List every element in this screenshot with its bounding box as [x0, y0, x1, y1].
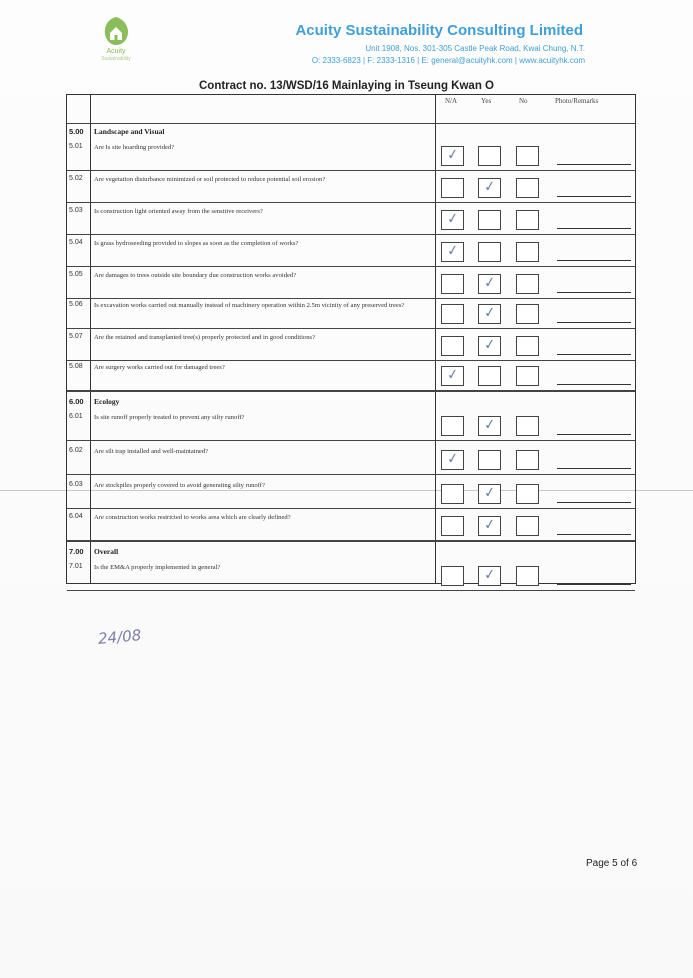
contract-title: Contract no. 13/WSD/16 Mainlaying in Tseung Kwan O	[199, 80, 494, 92]
item-question: Are construction works restricted to works area which are clearly defined?	[94, 514, 291, 521]
section-divider	[67, 541, 635, 542]
checkbox-no[interactable]	[516, 178, 539, 198]
remarks-field[interactable]	[557, 468, 631, 469]
row-divider	[67, 508, 635, 509]
item-question: Is construction light oriented away from the sensitive receivers?	[94, 208, 263, 215]
section-title: Ecology	[94, 397, 120, 406]
handwritten-note: 24/08	[97, 626, 142, 648]
item-question: Are silt trap installed and well-maintained?	[94, 448, 209, 455]
checklist-table	[66, 94, 636, 584]
remarks-field[interactable]	[557, 584, 631, 585]
checkbox-na[interactable]	[441, 304, 464, 324]
checkbox-no[interactable]	[516, 304, 539, 324]
item-number: 5.08	[69, 363, 83, 370]
section-number: 5.00	[69, 127, 84, 136]
tick-mark-icon: ✓	[482, 484, 497, 502]
section-title: Overall	[94, 547, 119, 556]
item-question: Is grass hydroseeding provided to slopes as soon as the completion of works?	[94, 240, 299, 247]
item-question: Are the retained and transplanted tree(s) properly protected and in good conditions?	[94, 334, 315, 341]
remarks-field[interactable]	[557, 434, 631, 435]
tick-mark-icon: ✓	[445, 146, 460, 164]
checkbox-yes[interactable]	[478, 242, 501, 262]
checkbox-na[interactable]	[441, 566, 464, 586]
checkbox-no[interactable]	[516, 366, 539, 386]
item-number: 6.01	[69, 413, 83, 420]
remarks-field[interactable]	[557, 260, 631, 261]
checkbox-yes[interactable]	[478, 450, 501, 470]
remarks-field[interactable]	[557, 322, 631, 323]
item-number: 5.06	[69, 301, 83, 308]
tick-mark-icon: ✓	[482, 274, 497, 292]
item-number: 5.04	[69, 239, 83, 246]
tick-mark-icon: ✓	[482, 304, 497, 322]
checkbox-no[interactable]	[516, 274, 539, 294]
tick-mark-icon: ✓	[482, 336, 497, 354]
remarks-field[interactable]	[557, 164, 631, 165]
item-number: 5.02	[69, 175, 83, 182]
row-divider	[67, 266, 635, 267]
tick-mark-icon: ✓	[482, 516, 497, 534]
company-name: Acuity Sustainability Consulting Limited	[295, 22, 583, 39]
header-rule	[67, 123, 635, 124]
item-number: 6.02	[69, 447, 83, 454]
checkbox-no[interactable]	[516, 210, 539, 230]
section-title: Landscape and Visual	[94, 127, 165, 136]
remarks-field[interactable]	[557, 384, 631, 385]
row-divider	[67, 234, 635, 235]
checkbox-na[interactable]	[441, 336, 464, 356]
item-number: 5.07	[69, 333, 83, 340]
checkbox-na[interactable]	[441, 516, 464, 536]
checkbox-yes[interactable]	[478, 146, 501, 166]
item-number: 7.01	[69, 563, 83, 570]
row-divider	[67, 202, 635, 203]
company-contact: O: 2333-6823 | F: 2333-1316 | E: general@acuityhk.com | www.acuityhk.com	[311, 56, 585, 65]
checkbox-no[interactable]	[516, 416, 539, 436]
checkbox-no[interactable]	[516, 450, 539, 470]
item-question: Are stockpiles properly covered to avoid generating silty runoff?	[94, 482, 265, 489]
tick-mark-icon: ✓	[445, 210, 460, 228]
section-divider	[67, 391, 635, 392]
checkbox-no[interactable]	[516, 242, 539, 262]
remarks-field[interactable]	[557, 228, 631, 229]
item-question: Are Is site hoarding provided?	[94, 144, 175, 151]
remarks-field[interactable]	[557, 292, 631, 293]
row-divider	[67, 440, 635, 441]
row-divider	[67, 474, 635, 475]
item-number: 5.05	[69, 271, 83, 278]
checkbox-yes[interactable]	[478, 210, 501, 230]
column-header-yes: Yes	[481, 97, 492, 105]
checkbox-no[interactable]	[516, 516, 539, 536]
checkbox-no[interactable]	[516, 146, 539, 166]
column-header-remarks: Photo/Remarks	[555, 97, 599, 105]
item-question: Are vegetation disturbance minimized or soil protected to reduce potential soil erosion?	[94, 176, 326, 183]
column-header-na: N/A	[445, 97, 458, 105]
item-number: 5.03	[69, 207, 83, 214]
remarks-field[interactable]	[557, 502, 631, 503]
section-number: 6.00	[69, 397, 84, 406]
tick-mark-icon: ✓	[445, 366, 460, 384]
logo-subtitle: Sustainability	[101, 56, 131, 62]
remarks-field[interactable]	[557, 354, 631, 355]
item-number: 6.03	[69, 481, 83, 488]
checkbox-na[interactable]	[441, 178, 464, 198]
item-question: Is excavation works carried out manually instead of machinery operation within 2.5m vicinity of any preserved trees?	[94, 302, 405, 309]
checkbox-na[interactable]	[441, 274, 464, 294]
checkbox-no[interactable]	[516, 336, 539, 356]
row-divider	[67, 170, 635, 171]
section-number: 7.00	[69, 547, 84, 556]
column-divider	[90, 95, 91, 583]
row-divider	[67, 328, 635, 329]
checkbox-no[interactable]	[516, 484, 539, 504]
tick-mark-icon: ✓	[482, 178, 497, 196]
tick-mark-icon: ✓	[445, 242, 460, 260]
item-question: Are damages to trees outside site boundary due construction works avoided?	[94, 272, 297, 279]
item-number: 5.01	[69, 143, 83, 150]
checkbox-yes[interactable]	[478, 366, 501, 386]
item-question: Is site runoff properly treated to prevent any silty runoff?	[94, 414, 245, 421]
tick-mark-icon: ✓	[482, 566, 497, 584]
remarks-field[interactable]	[557, 196, 631, 197]
tick-mark-icon: ✓	[482, 416, 497, 434]
tick-mark-icon: ✓	[445, 450, 460, 468]
company-logo	[80, 14, 152, 72]
row-divider	[67, 590, 635, 591]
row-divider	[67, 298, 635, 299]
column-header-no: No	[519, 97, 528, 105]
checkbox-na[interactable]	[441, 416, 464, 436]
checkbox-na[interactable]	[441, 484, 464, 504]
row-divider	[67, 360, 635, 361]
item-number: 6.04	[69, 513, 83, 520]
logo-house-icon	[99, 14, 133, 48]
checkbox-no[interactable]	[516, 566, 539, 586]
item-question: Is the EM&A properly implemented in general?	[94, 564, 221, 571]
company-address: Unit 1908, Nos. 301-305 Castle Peak Road, Kwai Chung, N.T.	[365, 44, 585, 53]
remarks-field[interactable]	[557, 534, 631, 535]
logo-name: Acuity	[106, 48, 126, 55]
item-question: Are surgery works carried out for damaged trees?	[94, 364, 225, 371]
page-number: Page 5 of 6	[586, 858, 638, 869]
